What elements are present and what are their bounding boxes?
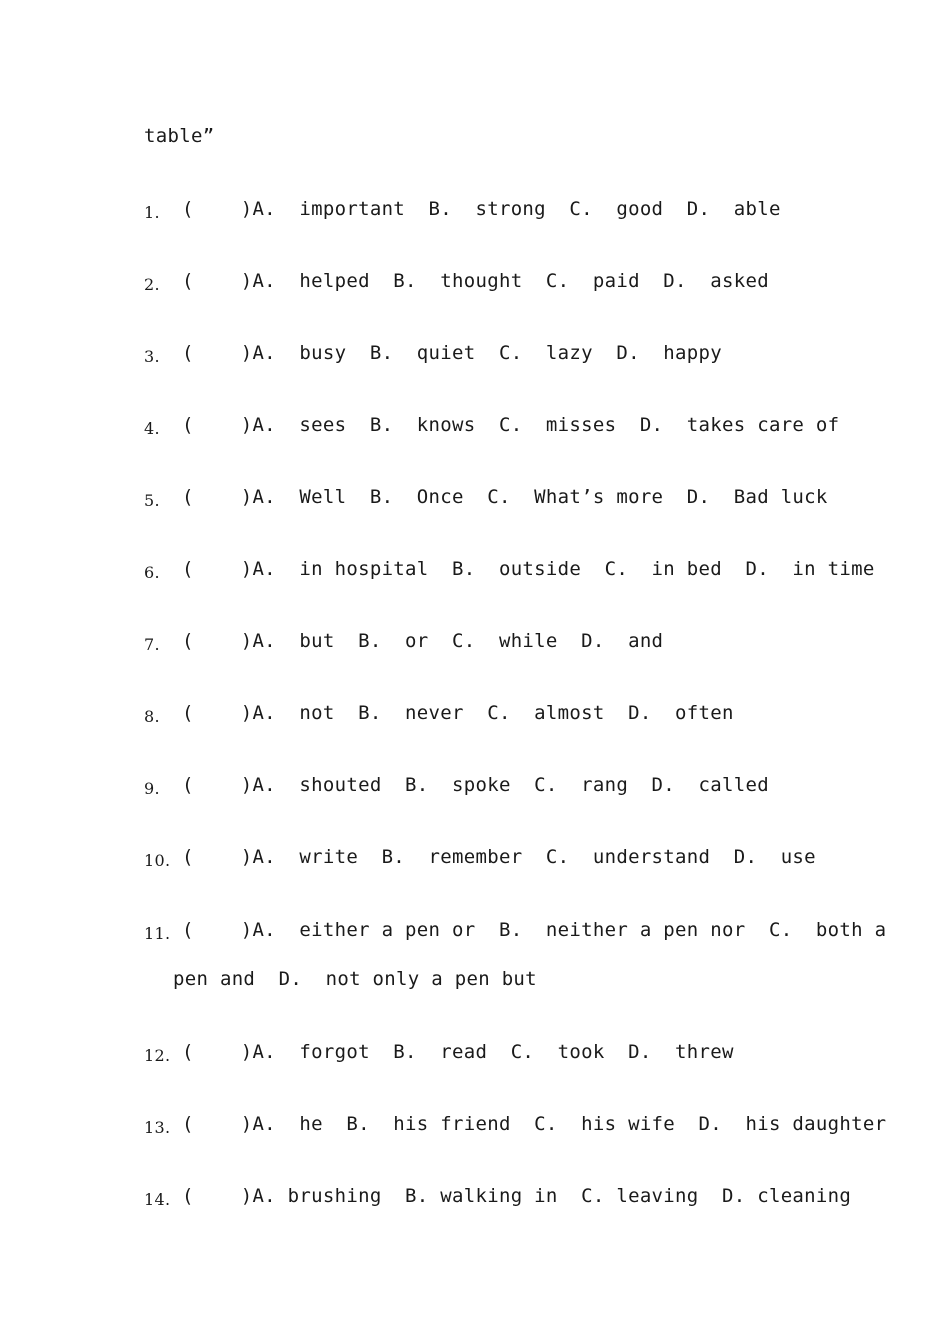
answer-blank: ( ): [182, 1185, 253, 1207]
question-options: A. Well B. Once C. What’s more D. Bad luck: [252, 486, 828, 508]
question-options: A. brushing B. walking in C. leaving D. cleaning: [252, 1185, 852, 1207]
answer-blank: ( ): [182, 1041, 253, 1063]
question-11: [144, 918, 886, 946]
question-options: A. helped B. thought C. paid D. asked: [252, 270, 769, 292]
answer-blank: ( ): [182, 486, 253, 508]
answer-blank: ( ): [182, 846, 253, 868]
question-options: A. sees B. knows C. misses D. takes care of: [252, 414, 840, 436]
answer-blank: ( ): [182, 702, 253, 724]
question-number: 5.: [144, 491, 160, 510]
question-9: [144, 773, 769, 801]
answer-blank: ( ): [182, 342, 253, 364]
question-6: [144, 557, 875, 585]
question-12: [144, 1040, 734, 1068]
question-5: [144, 485, 828, 513]
question-number: 6.: [144, 563, 160, 582]
question-options: A. not B. never C. almost D. often: [252, 702, 734, 724]
answer-blank: ( ): [182, 1113, 253, 1135]
question-number: 11.: [144, 924, 171, 943]
answer-blank: ( ): [182, 558, 253, 580]
answer-blank: ( ): [182, 630, 253, 652]
question-2: [144, 269, 769, 297]
question-options: A. but B. or C. while D. and: [252, 630, 664, 652]
question-number: 12.: [144, 1046, 171, 1065]
question-number: 4.: [144, 419, 160, 438]
question-7: [144, 629, 663, 657]
question-options: A. he B. his friend C. his wife D. his daughter: [252, 1113, 887, 1135]
question-10: [144, 845, 816, 873]
answer-blank: ( ): [182, 270, 253, 292]
question-options: A. forgot B. read C. took D. threw: [252, 1041, 734, 1063]
question-number: 3.: [144, 347, 160, 366]
answer-blank: ( ): [182, 198, 253, 220]
question-number: 8.: [144, 707, 160, 726]
question-number: 9.: [144, 779, 160, 798]
answer-blank: ( ): [182, 774, 253, 796]
question-13: [144, 1112, 886, 1140]
question-number: 10.: [144, 851, 171, 870]
question-number: 2.: [144, 275, 160, 294]
question-8: [144, 701, 734, 729]
question-4: [144, 413, 839, 441]
answer-blank: ( ): [182, 414, 253, 436]
question-options: A. either a pen or B. neither a pen nor C. both a: [252, 919, 887, 941]
question-1: [144, 197, 781, 225]
question-options: A. write B. remember C. understand D. use: [252, 846, 816, 868]
question-14: [144, 1184, 851, 1212]
question-11-continuation: pen and D. not only a pen but: [173, 968, 537, 990]
question-number: 1.: [144, 203, 160, 222]
header-fragment: table”: [144, 125, 215, 147]
question-number: 13.: [144, 1118, 171, 1137]
question-options: A. busy B. quiet C. lazy D. happy: [252, 342, 722, 364]
question-options: A. important B. strong C. good D. able: [252, 198, 781, 220]
question-options: A. shouted B. spoke C. rang D. called: [252, 774, 769, 796]
question-3: [144, 341, 722, 369]
answer-blank: ( ): [182, 919, 253, 941]
question-options: A. in hospital B. outside C. in bed D. in time: [252, 558, 875, 580]
question-number: 7.: [144, 635, 160, 654]
question-number: 14.: [144, 1190, 171, 1209]
